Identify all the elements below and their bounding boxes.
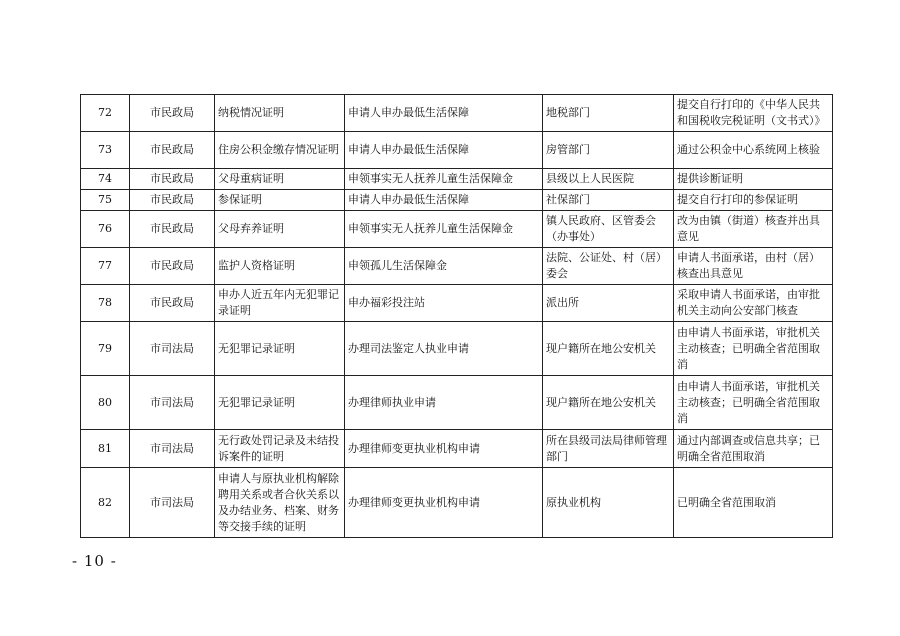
department-cell: 市民政局 (130, 285, 215, 322)
matter-cell: 申领孤儿生活保障金 (345, 248, 543, 285)
row-number: 73 (81, 132, 130, 169)
matter-cell: 办理律师执业申请 (345, 376, 543, 430)
certificate-name-cell: 无犯罪记录证明 (215, 376, 345, 430)
handling-method-cell: 通过内部调查或信息共享；已明确全省范围取消 (674, 430, 833, 468)
issuer-cell: 法院、公证处、村（居）委会 (543, 248, 674, 285)
department-cell: 市民政局 (130, 248, 215, 285)
department-cell: 市司法局 (130, 322, 215, 376)
handling-method-cell: 提供诊断证明 (674, 169, 833, 190)
issuer-cell: 所在县级司法局律师管理部门 (543, 430, 674, 468)
table-row (81, 468, 833, 538)
row-number: 76 (81, 211, 130, 248)
certificate-name-cell: 无行政处罚记录及未结投诉案件的证明 (215, 430, 345, 468)
issuer-cell: 社保部门 (543, 190, 674, 211)
row-number: 72 (81, 95, 130, 132)
certificate-name-cell: 父母弃养证明 (215, 211, 345, 248)
row-number: 80 (81, 376, 130, 430)
department-cell: 市司法局 (130, 468, 215, 538)
handling-method-cell: 由申请人书面承诺，审批机关主动核查；已明确全省范围取消 (674, 322, 833, 376)
issuer-cell: 现户籍所在地公安机关 (543, 376, 674, 430)
row-number: 82 (81, 468, 130, 538)
table-row (81, 248, 833, 285)
table-row (81, 430, 833, 468)
certificate-name-cell: 父母重病证明 (215, 169, 345, 190)
row-number: 78 (81, 285, 130, 322)
matter-cell: 办理律师变更执业机构申请 (345, 468, 543, 538)
issuer-cell: 县级以上人民医院 (543, 169, 674, 190)
certificate-name-cell: 住房公积金缴存情况证明 (215, 132, 345, 169)
handling-method-cell: 提交自行打印的《中华人民共和国税收完税证明（文书式）》 (674, 95, 833, 132)
issuer-cell: 地税部门 (543, 95, 674, 132)
table-row (81, 285, 833, 322)
table-row (81, 211, 833, 248)
certificate-name-cell: 申办人近五年内无犯罪记录证明 (215, 285, 345, 322)
certificate-name-cell: 无犯罪记录证明 (215, 322, 345, 376)
row-number: 79 (81, 322, 130, 376)
issuer-cell: 房管部门 (543, 132, 674, 169)
handling-method-cell: 已明确全省范围取消 (674, 468, 833, 538)
matter-cell: 申办福彩投注站 (345, 285, 543, 322)
certificate-name-cell: 参保证明 (215, 190, 345, 211)
page-number: - 10 - (72, 552, 117, 570)
table-row (81, 376, 833, 430)
handling-method-cell: 提交自行打印的参保证明 (674, 190, 833, 211)
handling-method-cell: 申请人书面承诺，由村（居）核查出具意见 (674, 248, 833, 285)
handling-method-cell: 采取申请人书面承诺，由审批机关主动向公安部门核查 (674, 285, 833, 322)
issuer-cell: 镇人民政府、区管委会（办事处） (543, 211, 674, 248)
department-cell: 市民政局 (130, 95, 215, 132)
handling-method-cell: 通过公积金中心系统网上核验 (674, 132, 833, 169)
row-number: 75 (81, 190, 130, 211)
matter-cell: 申请人申办最低生活保障 (345, 190, 543, 211)
department-cell: 市司法局 (130, 430, 215, 468)
department-cell: 市民政局 (130, 169, 215, 190)
issuer-cell: 现户籍所在地公安机关 (543, 322, 674, 376)
certificate-name-cell: 纳税情况证明 (215, 95, 345, 132)
department-cell: 市民政局 (130, 211, 215, 248)
matter-cell: 办理律师变更执业机构申请 (345, 430, 543, 468)
issuer-cell: 原执业机构 (543, 468, 674, 538)
table-row (81, 95, 833, 132)
certificate-table (80, 94, 833, 538)
matter-cell: 申请人申办最低生活保障 (345, 132, 543, 169)
row-number: 77 (81, 248, 130, 285)
handling-method-cell: 改为由镇（街道）核查并出具意见 (674, 211, 833, 248)
handling-method-cell: 由申请人书面承诺，审批机关主动核查；已明确全省范围取消 (674, 376, 833, 430)
row-number: 81 (81, 430, 130, 468)
matter-cell: 申领事实无人抚养儿童生活保障金 (345, 211, 543, 248)
matter-cell: 办理司法鉴定人执业申请 (345, 322, 543, 376)
department-cell: 市民政局 (130, 190, 215, 211)
certificate-name-cell: 监护人资格证明 (215, 248, 345, 285)
table-row (81, 322, 833, 376)
table-row (81, 132, 833, 169)
matter-cell: 申请人申办最低生活保障 (345, 95, 543, 132)
table-row (81, 169, 833, 190)
issuer-cell: 派出所 (543, 285, 674, 322)
table-body (81, 95, 833, 538)
row-number: 74 (81, 169, 130, 190)
certificate-name-cell: 申请人与原执业机构解除聘用关系或者合伙关系以及办结业务、档案、财务等交接手续的证明 (215, 468, 345, 538)
department-cell: 市民政局 (130, 132, 215, 169)
table-row (81, 190, 833, 211)
matter-cell: 申领事实无人抚养儿童生活保障金 (345, 169, 543, 190)
department-cell: 市司法局 (130, 376, 215, 430)
